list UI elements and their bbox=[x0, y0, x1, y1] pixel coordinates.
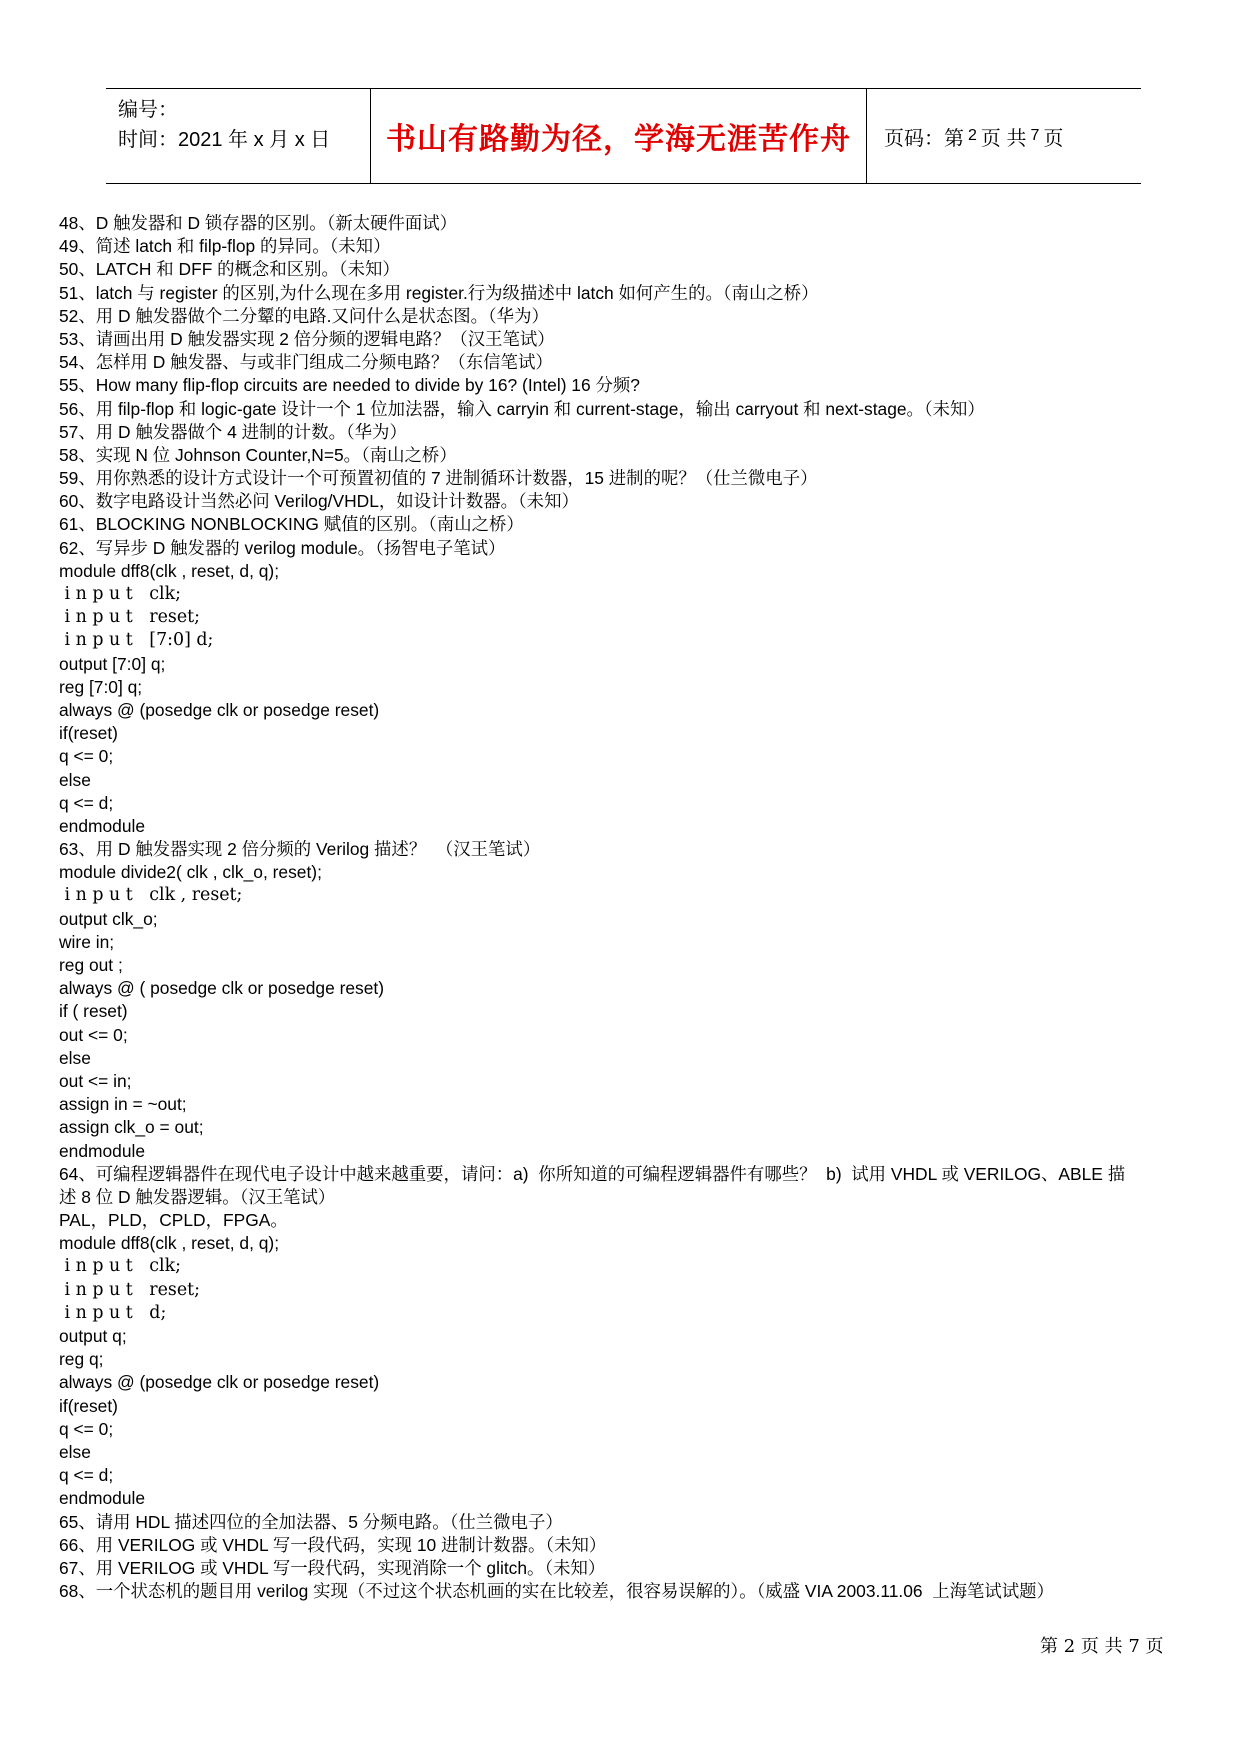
page-footer: 第 2 页 共 7 页 bbox=[1040, 1636, 1164, 1657]
text-line: 61、BLOCKING NONBLOCKING 赋值的区别。（南山之桥） bbox=[59, 514, 524, 535]
text-line: assign in = ~out; bbox=[59, 1094, 187, 1115]
text-line: 49、简述 latch 和 filp-flop 的异同。（未知） bbox=[59, 236, 391, 257]
text-line: endmodule bbox=[59, 1488, 146, 1509]
text-line: i n p u t clk; bbox=[59, 584, 182, 604]
document-number-label: 编号： bbox=[118, 99, 178, 121]
text-line: i n p u t clk; bbox=[59, 1256, 182, 1277]
text-line: endmodule bbox=[59, 815, 146, 836]
page-info-suffix: 页 bbox=[1043, 127, 1064, 150]
page-header bbox=[106, 88, 1141, 184]
text-line: i n p u t [7:0] d; bbox=[59, 630, 214, 651]
text-line: 58、实现 N 位 Johnson Counter,N=5。（南山之桥） bbox=[59, 444, 457, 465]
text-line: module divide2( clk , clk_o, reset); bbox=[59, 862, 322, 883]
text-line: 54、怎样用 D 触发器、与或非门组成二分频电路？（东信笔试） bbox=[59, 352, 553, 373]
text-line: reg q; bbox=[59, 1349, 104, 1370]
text-line: if(reset) bbox=[59, 723, 118, 744]
text-line: q <= 0; bbox=[59, 1418, 114, 1439]
text-line: out <= 0; bbox=[59, 1024, 128, 1045]
text-line: 65、请用 HDL 描述四位的全加法器、5 分频电路。（仕兰微电子） bbox=[59, 1511, 563, 1532]
text-line: wire in; bbox=[59, 931, 115, 952]
text-line: 68、一个状态机的题目用 verilog 实现（不过这个状态机画的实在比较差，很容易误解的）。（威盛 VIA 2003.11.06 上海笔试试题） bbox=[59, 1581, 1054, 1602]
text-line: assign clk_o = out; bbox=[59, 1117, 204, 1138]
text-line: if(reset) bbox=[59, 1395, 118, 1416]
text-line: reg [7:0] q; bbox=[59, 676, 143, 697]
text-line: output clk_o; bbox=[59, 908, 158, 929]
text-line: always @ (posedge clk or posedge reset) bbox=[59, 699, 380, 720]
text-line: 64、可编程逻辑器件在现代电子设计中越来越重要，请问：a) 你所知道的可编程逻辑器件有哪些？ b) 试用 VHDL 或 VERILOG、ABLE 描 bbox=[59, 1163, 1126, 1184]
text-line: i n p u t d; bbox=[59, 1302, 167, 1323]
text-line: always @ ( posedge clk or posedge reset) bbox=[59, 978, 385, 999]
text-line: q <= d; bbox=[59, 1465, 114, 1486]
text-line: out <= in; bbox=[59, 1070, 132, 1091]
text-line: 66、用 VERILOG 或 VHDL 写一段代码，实现 10 进制计数器。（未知） bbox=[59, 1534, 607, 1555]
text-line: endmodule bbox=[59, 1140, 146, 1161]
page-info-mid: 页 共 bbox=[980, 127, 1027, 150]
text-line: q <= 0; bbox=[59, 746, 114, 767]
header-page-info bbox=[870, 89, 1141, 183]
header-divider bbox=[866, 89, 867, 183]
text-line: 52、用 D 触发器做个二分颦的电路.又问什么是状态图。（华为） bbox=[59, 305, 549, 326]
page-number: 2 bbox=[968, 127, 977, 144]
document-date: 时间：2021 年 x 月 x 日 bbox=[118, 129, 331, 151]
text-line: 60、数字电路设计当然必问 Verilog/VHDL，如设计计数器。（未知） bbox=[59, 491, 579, 512]
page-info-prefix: 页码：第 bbox=[884, 127, 964, 150]
text-line: 56、用 filp-flop 和 logic-gate 设计一个 1 位加法器，输入 carryin 和 current-stage，输出 carryout 和 next-stage。（未知） bbox=[59, 398, 985, 419]
text-line: 62、写异步 D 触发器的 verilog module。（扬智电子笔试） bbox=[59, 537, 506, 558]
document-body bbox=[59, 212, 1189, 1603]
text-line: 述 8 位 D 触发器逻辑。（汉王笔试） bbox=[59, 1186, 336, 1207]
text-line: 51、latch 与 register 的区别,为什么现在多用 register.行为级描述中 latch 如何产生的。（南山之桥） bbox=[59, 282, 819, 303]
text-line: else bbox=[59, 1047, 91, 1068]
text-line: 50、LATCH 和 DFF 的概念和区别。（未知） bbox=[59, 259, 400, 280]
text-line: else bbox=[59, 769, 91, 790]
text-line: 59、用你熟悉的设计方式设计一个可预置初值的 7 进制循环计数器，15 进制的呢？（仕兰微电子） bbox=[59, 468, 818, 489]
text-line: 63、用 D 触发器实现 2 倍分频的 Verilog 描述？ （汉王笔试） bbox=[59, 839, 541, 860]
text-line: if ( reset) bbox=[59, 1001, 128, 1022]
text-line: i n p u t clk , reset; bbox=[59, 885, 243, 906]
text-line: i n p u t reset; bbox=[59, 1279, 200, 1300]
text-line: PAL，PLD，CPLD，FPGA。 bbox=[59, 1210, 288, 1231]
text-line: module dff8(clk , reset, d, q); bbox=[59, 560, 280, 581]
text-line: i n p u t reset; bbox=[59, 607, 200, 628]
text-line: else bbox=[59, 1441, 91, 1462]
text-line: module dff8(clk , reset, d, q); bbox=[59, 1233, 280, 1254]
text-line: reg out ; bbox=[59, 955, 123, 975]
text-line: always @ (posedge clk or posedge reset) bbox=[59, 1372, 380, 1393]
text-line: 48、D 触发器和 D 锁存器的区别。（新太硬件面试） bbox=[59, 213, 458, 233]
text-line: q <= d; bbox=[59, 792, 114, 813]
page-total: 7 bbox=[1030, 127, 1040, 144]
text-line: 57、用 D 触发器做个 4 进制的计数。（华为） bbox=[59, 421, 407, 442]
text-line: output [7:0] q; bbox=[59, 653, 166, 674]
header-motto: 书山有路勤为径，学海无涯苦作舟 bbox=[386, 122, 851, 157]
text-line: 55、How many flip-flop circuits are needed to divide by 16? (Intel) 16 分频? bbox=[59, 375, 640, 396]
header-meta bbox=[118, 95, 330, 155]
text-line: 53、请画出用 D 触发器实现 2 倍分频的逻辑电路？（汉王笔试） bbox=[59, 328, 555, 349]
text-line: output q; bbox=[59, 1326, 127, 1346]
text-line: 67、用 VERILOG 或 VHDL 写一段代码，实现消除一个 glitch。（未知） bbox=[59, 1557, 606, 1578]
